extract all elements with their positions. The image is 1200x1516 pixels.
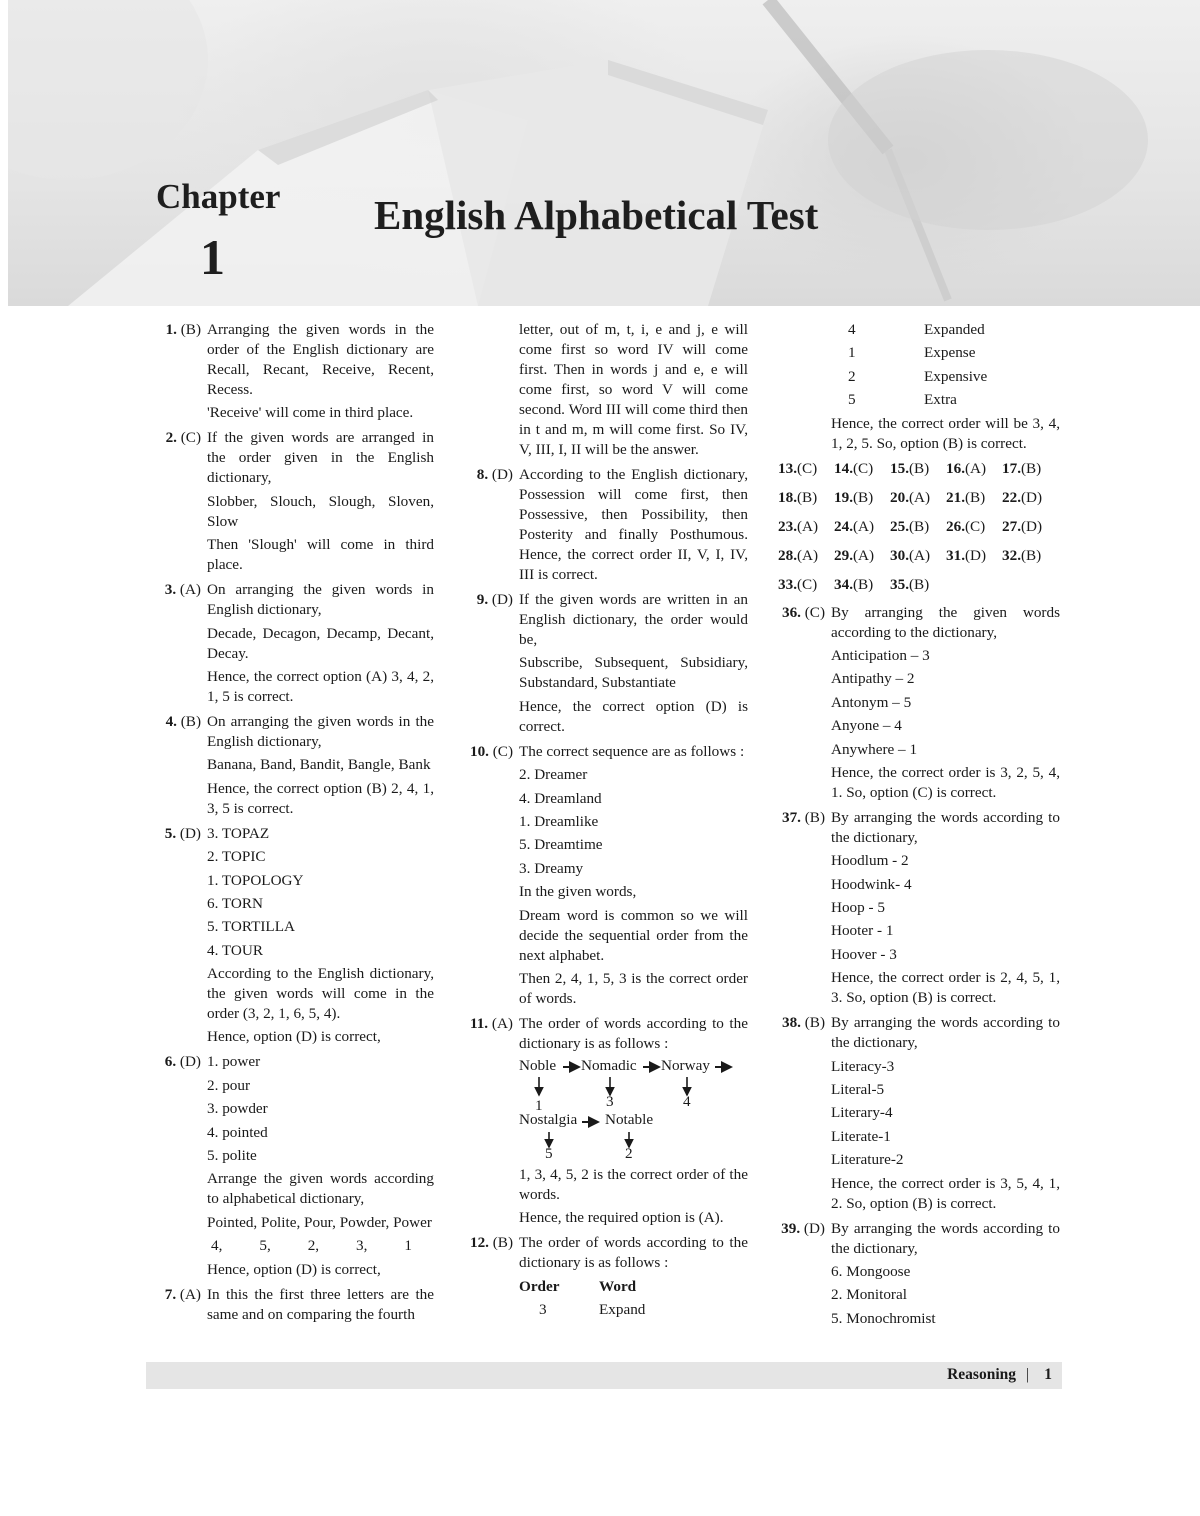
question-number: 9. <box>476 591 489 608</box>
question-number: 28. <box>778 546 797 564</box>
diagram-number: 2 <box>625 1145 633 1163</box>
diagram-number: 3 <box>606 1093 614 1111</box>
list-item: Antonym – 5 <box>831 693 912 711</box>
answer-option: (C) <box>796 459 818 477</box>
explanation-text: Dream word is common so we will decide the sequential order from the next alphabet. <box>519 906 748 964</box>
question-number: 3. <box>164 581 177 599</box>
answer-option: (A) <box>491 1014 513 1032</box>
explanation-text: On arranging the given words in English dictionary, <box>207 581 434 619</box>
list-item: 6. TORN <box>207 894 263 912</box>
list-item: 3. TOPAZ <box>207 824 270 842</box>
answer-key-item <box>834 575 890 595</box>
answer-option: (C) <box>852 459 874 477</box>
question-number: 21. <box>946 488 965 506</box>
list-item: Hoodlum - 2 <box>831 852 909 870</box>
answer-key-item <box>1002 517 1058 537</box>
question-number: 7. <box>164 1285 177 1303</box>
answer-option: (D) <box>1020 517 1043 535</box>
answer-key-item <box>890 546 946 566</box>
answer-option: (A) <box>908 488 931 506</box>
answer-key-item <box>1002 459 1058 479</box>
answer-option: (D) <box>179 824 201 842</box>
list-item: 5. Dreamtime <box>519 836 603 854</box>
question-number: 8. <box>476 466 489 483</box>
answer-3 <box>146 580 434 707</box>
list-item: Literal-5 <box>831 1081 885 1099</box>
answer-key-item <box>946 459 1002 479</box>
answer-option: (B) <box>804 1014 825 1032</box>
question-number: 16. <box>946 459 965 477</box>
answer-option: (B) <box>180 712 201 730</box>
explanation-text: By arranging the words according to the dictionary, <box>831 1014 1060 1052</box>
list-item: 5. Monochromist <box>831 1309 936 1327</box>
question-number: 13. <box>778 459 797 477</box>
question-number: 11. <box>469 1014 489 1032</box>
order-number: 2, <box>307 1237 320 1255</box>
table-cell-order: 2 <box>848 367 856 385</box>
question-number: 23. <box>778 517 797 535</box>
diagram-number: 1 <box>535 1097 543 1115</box>
order-number: 5, <box>259 1237 271 1255</box>
list-item: Anticipation – 3 <box>831 646 930 664</box>
explanation-text: If the given words are arranged in the order given in the English dictionary, <box>207 429 434 487</box>
question-number: 34. <box>834 575 853 593</box>
answer-38 <box>770 1013 1060 1213</box>
answer-key-item <box>890 459 946 479</box>
answer-key-item <box>946 517 1002 537</box>
answer-option: (C) <box>796 575 818 593</box>
explanation-text: In this the first three letters are the same and on comparing the fourth <box>207 1285 434 1323</box>
answer-9 <box>458 590 748 737</box>
list-item: Literacy-3 <box>831 1057 895 1075</box>
answer-7 <box>146 1285 434 1325</box>
order-numbers <box>207 1236 434 1256</box>
answer-key-item <box>1002 488 1058 508</box>
explanation-text: If the given words are written in an English dictionary, the order would be, <box>519 591 748 648</box>
order-number: 3, <box>356 1237 368 1255</box>
column-1 <box>146 320 434 1330</box>
question-number: 24. <box>834 517 853 535</box>
answer-36 <box>770 603 1060 803</box>
answer-37 <box>770 808 1060 1008</box>
answer-option: (D) <box>1020 488 1043 506</box>
answer-5 <box>146 824 434 1048</box>
answer-option: (B) <box>1020 459 1042 477</box>
diagram-word: Noble <box>519 1057 557 1075</box>
table-cell-order: 4 <box>848 321 856 338</box>
answer-key-item <box>778 517 834 537</box>
explanation-text: Hence, the correct option (A) 3, 4, 2, 1, 5 is correct. <box>207 667 434 705</box>
page-number: 1 <box>1044 1366 1052 1383</box>
question-number: 15. <box>890 459 909 477</box>
question-number: 31. <box>946 546 965 564</box>
question-number: 10. <box>469 742 489 760</box>
explanation-text: Then 2, 4, 1, 5, 3 is the correct order of words. <box>519 969 748 1007</box>
answer-39 <box>770 1219 1060 1333</box>
answer-option: (B) <box>804 808 825 826</box>
diagram-word: Norway <box>661 1057 710 1075</box>
answer-key-grid <box>778 459 1060 595</box>
question-number: 33. <box>778 575 797 593</box>
explanation-text: Hence, the correct option (B) 2, 4, 1, 3, 5 is correct. <box>207 779 434 817</box>
column-3 <box>770 320 1060 1337</box>
list-item: 2. Dreamer <box>519 766 588 784</box>
answer-option: (C) <box>180 429 201 447</box>
answer-option: (D) <box>491 466 513 483</box>
explanation-text: Arranging the given words in the order of the English dictionary are Recall, Recant, Receive, Recent, Recess. <box>207 321 434 398</box>
answer-option: (B) <box>492 1234 513 1252</box>
chapter-banner <box>8 0 1200 306</box>
answer-6 <box>146 1052 434 1279</box>
answer-option: (A) <box>179 1285 201 1303</box>
chapter-label: Chapter <box>156 177 281 216</box>
list-item: 6. Mongoose <box>831 1262 911 1280</box>
explanation-text: According to the English dictionary, Possession will come first, then Possessive, then Possibility, then Posterity and finally Posthumous. Hence, the correct order II, V, I, IV, III is correct. <box>519 466 748 583</box>
table-cell-order: 5 <box>848 391 856 409</box>
answer-8 <box>458 465 748 585</box>
list-item: Literate-1 <box>831 1127 891 1145</box>
answer-key-item <box>946 488 1002 508</box>
table-header-word: Word <box>599 1278 637 1296</box>
explanation-text: By arranging the words according to the dictionary, <box>831 808 1060 846</box>
answer-4 <box>146 712 434 819</box>
explanation-text: By arranging the words according to the dictionary, <box>831 1219 1060 1257</box>
question-number: 26. <box>946 517 965 535</box>
column-2 <box>458 320 748 1325</box>
list-item: 4. pointed <box>207 1123 268 1141</box>
table-cell-order: 1 <box>848 344 856 362</box>
answer-option: (B) <box>908 517 930 535</box>
answer-key-item <box>890 488 946 508</box>
answer-key-item <box>778 459 834 479</box>
list-item: 1. power <box>207 1053 261 1071</box>
answer-option: (D) <box>179 1053 201 1071</box>
answer-option: (D) <box>803 1219 825 1237</box>
diagram-word: Nomadic <box>581 1057 637 1075</box>
explanation-text: Banana, Band, Bandit, Bangle, Bank <box>207 756 431 774</box>
question-number: 12. <box>469 1234 489 1252</box>
question-number: 6. <box>164 1053 177 1071</box>
footer-separator: | <box>1025 1366 1029 1383</box>
question-number: 36. <box>781 603 801 621</box>
list-item: Hoop - 5 <box>831 899 885 917</box>
diagram-number: 5 <box>545 1145 553 1163</box>
answer-option: (A) <box>908 546 931 564</box>
order-number: 4, <box>211 1237 223 1255</box>
explanation-text: Decade, Decagon, Decamp, Decant, Decay. <box>207 624 434 662</box>
answer-option: (A) <box>964 459 987 477</box>
list-item: Anyone – 4 <box>831 717 902 735</box>
question-number: 5. <box>164 824 177 842</box>
list-item: 2. Monitoral <box>831 1286 907 1304</box>
answer-key-item <box>778 546 834 566</box>
explanation-text: According to the English dictionary, the given words will come in the order (3, 2, 1, 6, 5, 4). <box>207 965 434 1023</box>
list-item: 4. Dreamland <box>519 789 602 807</box>
explanation-text: Hence, the correct order is 3, 5, 4, 1, 2. So, option (B) is correct. <box>831 1174 1060 1212</box>
table-header-order: Order <box>519 1278 560 1296</box>
answer-option: (A) <box>852 517 875 535</box>
explanation-text: Subscribe, Subsequent, Subsidiary, Substandard, Substantiate <box>519 654 748 692</box>
answer-option: (C) <box>492 742 513 760</box>
question-number: 32. <box>1002 546 1021 564</box>
chapter-title: English Alphabetical Test <box>374 192 819 238</box>
table-cell-word: Extra <box>924 391 957 409</box>
banner-background-image <box>8 0 1200 306</box>
question-number: 25. <box>890 517 909 535</box>
answer-key-item <box>834 517 890 537</box>
order-word-table-continued <box>844 320 1060 410</box>
answer-option: (B) <box>964 488 986 506</box>
list-item: 5. polite <box>207 1147 257 1165</box>
explanation-text: Hence, option (D) is correct, <box>207 1260 381 1278</box>
answer-key-item <box>890 517 946 537</box>
answer-option: (B) <box>908 459 930 477</box>
diagram-word: Nostalgia <box>519 1111 578 1129</box>
question-number: 37. <box>781 808 801 826</box>
explanation-text: Slobber, Slouch, Slough, Sloven, Slow <box>207 492 434 530</box>
question-number: 19. <box>834 488 853 506</box>
answer-key-item <box>834 488 890 508</box>
list-item: Hooter - 1 <box>831 922 894 940</box>
explanation-text: By arranging the given words according to the dictionary, <box>831 603 1060 641</box>
question-number: 1. <box>165 321 177 338</box>
explanation-text: letter, out of m, t, i, e and j, e will come first so word IV will come first. Then in words j and e, e will come first, so word V will come second. Word III will come third then in t and m, m will come first. So IV, V, III, I, II will be the answer. <box>519 321 748 458</box>
list-item: 2. pour <box>207 1076 251 1094</box>
diagram-number: 4 <box>683 1093 691 1111</box>
question-number: 17. <box>1002 459 1021 477</box>
explanation-text: 'Receive' will come in third place. <box>207 404 414 422</box>
question-number: 35. <box>890 575 909 593</box>
explanation-text: Hence, the correct order is 2, 4, 5, 1, 3. So, option (B) is correct. <box>831 969 1060 1007</box>
answer-option: (A) <box>179 581 201 599</box>
answer-option: (A) <box>852 546 875 564</box>
answer-key-item <box>946 546 1002 566</box>
question-number: 38. <box>781 1014 801 1032</box>
explanation-text: On arranging the given words in the English dictionary, <box>207 712 434 750</box>
table-cell-word: Expense <box>924 344 976 362</box>
table-cell-word: Expand <box>599 1301 646 1319</box>
list-item: 5. TORTILLA <box>207 918 295 936</box>
diagram-word: Notable <box>605 1111 654 1129</box>
answer-7-continued <box>519 320 748 460</box>
chapter-number: 1 <box>200 229 225 285</box>
answer-12 <box>458 1233 748 1320</box>
answer-option: (B) <box>852 575 874 593</box>
answer-key-item <box>834 546 890 566</box>
answer-option: (D) <box>964 546 987 564</box>
list-item: Antipathy – 2 <box>831 670 915 688</box>
table-cell-order: 3 <box>539 1301 547 1319</box>
list-item: Hoodwink- 4 <box>831 875 912 893</box>
answer-option: (B) <box>1020 546 1042 564</box>
question-number: 27. <box>1002 517 1021 535</box>
question-number: 20. <box>890 488 909 506</box>
answer-key-item <box>834 459 890 479</box>
explanation-text: Then 'Slough' will come in third place. <box>207 536 434 574</box>
question-number: 29. <box>834 546 853 564</box>
answer-option: (A) <box>796 517 819 535</box>
answer-2 <box>146 428 434 575</box>
footer-subject: Reasoning <box>947 1366 1016 1383</box>
list-item: Hoover - 3 <box>831 945 897 963</box>
explanation-text: In the given words, <box>519 883 637 901</box>
list-item: 1. Dreamlike <box>519 812 599 830</box>
page-footer <box>146 1362 1062 1389</box>
list-item: Literature-2 <box>831 1151 904 1169</box>
list-item: 3. Dreamy <box>519 859 584 877</box>
word-order-diagram <box>519 1057 749 1161</box>
explanation-text: Hence, the correct order is 3, 2, 5, 4, 1. So, option (C) is correct. <box>831 763 1060 801</box>
explanation-text: The correct sequence are as follows : <box>519 742 745 760</box>
answer-option: (B) <box>852 488 874 506</box>
explanation-text: Hence, the required option is (A). <box>519 1209 724 1227</box>
table-cell-word: Expensive <box>924 367 988 385</box>
answer-option: (C) <box>804 603 825 621</box>
question-number: 4. <box>165 712 177 730</box>
explanation-text: Pointed, Polite, Pour, Powder, Power <box>207 1213 432 1231</box>
answer-12-continued <box>831 414 1060 454</box>
question-number: 30. <box>890 546 909 564</box>
list-item: Literary-4 <box>831 1104 893 1122</box>
question-number: 14. <box>834 459 853 477</box>
explanation-text: Arrange the given words according to alphabetical dictionary, <box>207 1170 434 1208</box>
order-word-table <box>519 1277 748 1320</box>
answer-option: (B) <box>796 488 818 506</box>
order-number: 1 <box>404 1237 412 1255</box>
explanation-text: Hence, option (D) is correct, <box>207 1028 381 1046</box>
list-item: 2. TOPIC <box>207 848 266 866</box>
explanation-text: Hence, the correct order will be 3, 4, 1, 2, 5. So, option (B) is correct. <box>831 414 1060 452</box>
answer-key-item <box>1002 546 1058 566</box>
answer-key-item <box>778 488 834 508</box>
answer-key-item <box>778 575 834 595</box>
explanation-text: The order of words according to the dictionary is as follows : <box>519 1234 748 1272</box>
answer-option: (C) <box>964 517 986 535</box>
table-cell-word: Expanded <box>924 321 985 338</box>
answer-1 <box>146 320 434 423</box>
list-item: 3. powder <box>207 1100 268 1118</box>
explanation-text: 1, 3, 4, 5, 2 is the correct order of the words. <box>519 1165 748 1203</box>
list-item: 1. TOPOLOGY <box>207 871 304 889</box>
question-number: 22. <box>1002 488 1021 506</box>
question-number: 2. <box>165 429 177 447</box>
answer-option: (B) <box>908 575 930 593</box>
list-item: 4. TOUR <box>207 941 263 959</box>
answer-option: (B) <box>180 321 201 338</box>
answer-10 <box>458 742 748 1009</box>
list-item: Anywhere – 1 <box>831 740 918 758</box>
answer-key-item <box>890 575 946 595</box>
question-number: 39. <box>781 1219 801 1237</box>
answer-option: (D) <box>491 591 513 608</box>
explanation-text: The order of words according to the dictionary is as follows : <box>519 1014 748 1052</box>
explanation-text: Hence, the correct option (D) is correct. <box>519 697 748 735</box>
answer-option: (A) <box>796 546 819 564</box>
question-number: 18. <box>778 488 797 506</box>
answer-11 <box>458 1014 748 1228</box>
